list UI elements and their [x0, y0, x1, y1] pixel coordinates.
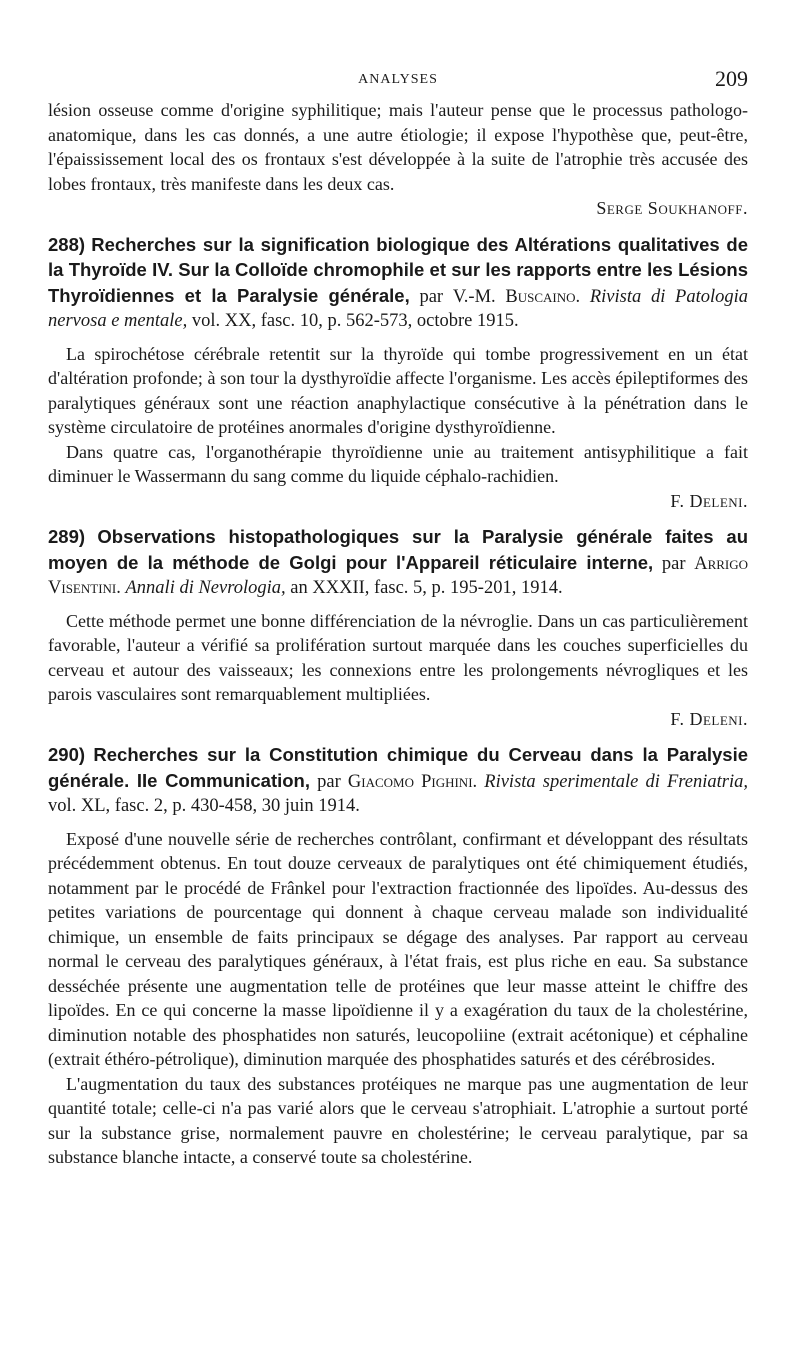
entry-journal: Rivista di Patologia nervosa e mentale, — [48, 286, 749, 331]
entry-title: Observations histopathologiques sur la Paralysie générale faites au moyen de la méthode de Golgi pour l'Appareil réticulaire interne, — [48, 526, 749, 573]
entry-288-heading — [48, 233, 748, 334]
entry-author: Giacomo Pighini. — [347, 771, 478, 792]
entry-290-body — [48, 827, 748, 1170]
entry-289-heading — [48, 525, 748, 601]
entry-number: 289) — [48, 526, 86, 547]
entry-author: V.-M. Buscaino. — [452, 286, 581, 307]
entry-journal: Rivista sperimentale di Freniatria, — [484, 771, 748, 792]
entry-signature: F. Deleni. — [670, 708, 748, 729]
entry-by: par — [419, 286, 444, 307]
intro-block — [48, 98, 748, 221]
running-title: ANALYSES — [358, 72, 438, 87]
entry-290-heading — [48, 743, 748, 819]
entry-289 — [48, 525, 748, 731]
entry-signature: F. Deleni. — [670, 490, 748, 511]
entry-paragraph: Cette méthode permet une bonne différenciation de la névroglie. Dans un cas particulièrement favorable, l'auteur a vérifié sa prolifération surtout marquée dans les couches superficielles du cerveau et autour des vaisseaux; les connexions entre les prolongements névrogliques et les parois vasculaires sont remarquablement multipliées. — [48, 610, 748, 704]
page-number: 209 — [715, 66, 748, 91]
entry-reference: vol. XL, fasc. 2, p. 430-458, 30 juin 1914. — [48, 796, 360, 816]
entry-by: par — [661, 553, 686, 574]
entry-288 — [48, 233, 748, 514]
entry-by: par — [317, 771, 341, 792]
entry-number: 288) — [48, 233, 86, 255]
entry-number: 290) — [48, 744, 86, 765]
entry-reference: vol. XX, fasc. 10, p. 562-573, octobre 1915. — [191, 311, 519, 331]
entry-paragraph: L'augmentation du taux des substances protéiques ne marque pas une augmentation de leur quantité totale; celle-ci n'a pas varié alors que le cerveau s'atrophiait. L'atrophie a surtout porté sur la substance grise, normalement pauvre en cholestérine; le cerveau paralytique, par sa substance blanche intacte, a conservé toute sa cholestérine. — [48, 1073, 748, 1167]
intro-signature: Serge Soukhanoff. — [596, 198, 748, 218]
entry-paragraph: Exposé d'une nouvelle série de recherches contrôlant, confirmant et développant des résultats précédemment obtenus. En tout douze cerveaux de paralytiques ont été chimiquement étudiés, notamment par le procédé de Frânkel pour l'extraction fractionnée des lipoïdes. Au-dessus des petites variations de pourcentage qui donnent à chaque cerveau malade son individualité chimique, un ensemble de faits principaux se dégage des analyses. Par rapport au cerveau normal le cerveau des paralytiques généraux, à l'état frais, est plus riche en eau. Sa substance desséchée présente une augmentation telle de protéines que leur masse atteint le chiffre des lipoïdes. En ce qui concerne la masse lipoïdienne il y a exagération du taux de la cholestérine, diminution notable des phosphatides non saturés, leucopoliine (extrait acétonique) et céphaline (extrait éthéro-pétrolique), diminution marquée des phosphatides saturés et des cérébrosides. — [48, 828, 748, 1069]
entry-290 — [48, 743, 748, 1170]
page — [48, 58, 748, 1170]
running-header — [48, 58, 748, 98]
entry-title: Recherches sur la Constitution chimique du Cerveau dans la Paralysie générale. IIe Communication, — [48, 744, 749, 791]
entry-author: Arrigo Visentini. — [48, 553, 749, 598]
entry-journal: Annali di Nevrologia, — [125, 578, 286, 598]
entry-289-body — [48, 609, 748, 732]
entry-288-body — [48, 342, 748, 514]
intro-paragraph: lésion osseuse comme d'origine syphilitique; mais l'auteur pense que le processus pathologo-anatomique, dans les cas donnés, a une autre étiologie; il expose l'hypothèse que, peut-être, l'épaississement local des os frontaux s'est développée à la suite de l'atrophie très accusée des lobes frontaux, très manifeste dans les deux cas. — [48, 100, 748, 194]
entry-title: Recherches sur la signification biologique des Altérations qualitatives de la Thyroïde IV. Sur la Colloïde chromophile et sur les rapports entre les Lésions Thyroïdiennes et la Paralysie générale, — [48, 233, 748, 306]
entry-paragraph: Dans quatre cas, l'organothérapie thyroïdienne unie au traitement antisyphilitique a fait diminuer le Wassermann du sang comme du liquide céphalo-rachidien. — [48, 441, 748, 486]
entry-reference: an XXXII, fasc. 5, p. 195-201, 1914. — [290, 578, 563, 598]
entry-paragraph: La spirochétose cérébrale retentit sur la thyroïde qui tombe progressivement en un état d'altération profonde; à son tour la dysthyroïdie affecte l'organisme. Les accès épileptiformes des paralytiques généraux sont une réaction anaphylactique consécutive à la pénétration dans le système circulatoire de protéines anormales d'origine dysthyroïdienne. — [48, 343, 748, 437]
